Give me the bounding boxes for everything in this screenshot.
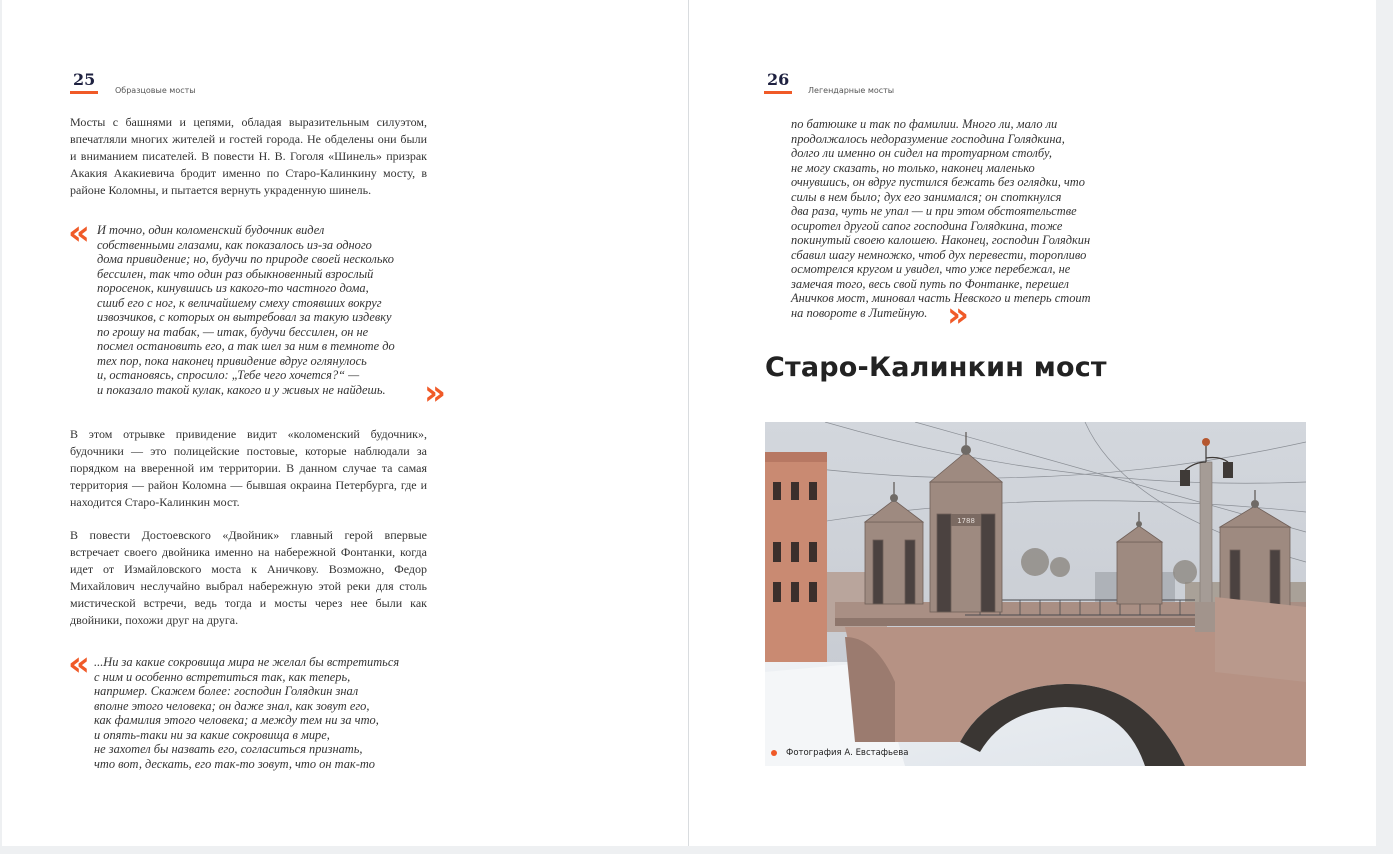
photo-caption (771, 748, 909, 758)
bridge-photo (765, 422, 1306, 766)
page-number-bar-right (764, 91, 792, 94)
quote-open-icon: « (68, 644, 82, 684)
page-number-left: 25 (73, 70, 96, 89)
running-title-right: Легендарные мосты (808, 86, 895, 95)
quote-close-icon: » (424, 373, 438, 413)
quote-gogol: И точно, один коломенский будочник видел собственными глазами, как показалось из-за одного дома привидение; но, будучи по природе своей несколько бессилен, так что один раз обыкновенный взрослый поросенок, кинувшись из какого-то частного дома, сшиб его с ног, к величайшему смеху стоявших вокруг извозчиков, с которых он вытребовал за такую издевку по грошу на табак, — итак, будучи бессилен, он не посмел остановить его, а так шел за ним в темноте до тех пор, пока наконец привидение вдруг оглянулось и, остановясь, спросило: „Тебе чего хочется?“ — и показало такой кулак, какого и у живых не найдешь. (97, 223, 395, 397)
photo-caption-text: Фотография А. Евстафьева (786, 748, 909, 758)
quote-dostoevsky-continued: по батюшке и так по фамилии. Много ли, мало ли продолжалось недоразумение господина Голядкина, долго ли именно он сидел на тротуарном столбу, не могу сказать, но только, наконец маленько очнувшись, он вдруг пустился бежать без оглядки, что силы в нем было; дух его занимался; он споткнулся два раза, чуть не упал — и при этом обстоятельстве осиротел другой сапог господина Голядкина, тоже покинутый своею калошею. Наконец, господин Голядкин сбавил шагу немножко, чтоб дух перевести, торопливо осмотрелся кругом и увидел, что уже перебежал, не замечая того, весь свой путь по Фонтанке, перешел Аничков мост, миновал часть Невского и теперь стоит на повороте в Литейную. (791, 117, 1091, 320)
quote-close-icon: » (947, 295, 961, 335)
running-title-left: Образцовые мосты (115, 86, 196, 95)
paragraph-intro: Мосты с башнями и цепями, обладая выразительным силуэтом, впечатляли многих жителей и гостей города. Не обделены они были и вниманием писателей. В повести Н. В. Гоголя «Шинель» призрак Акакия Акакиевича бродит именно по Старо-Калинкину мосту, в районе Коломны, и пытается вернуть украденную шинель. (70, 115, 427, 197)
paragraph-dvoinik: В повести Достоевского «Двойник» главный герой впервые встречает своего двойника именно на набережной Фонтанки, когда идет от Измайловского моста к Аничкову. Возможно, Федор Михайлович неслучайно выбрал набережную этой реки для столь мистической встречи, ведь тогда и мосты через нее были как двойники, похожи друг на друга. (70, 528, 427, 627)
bridge-year-plaque: 1788 (957, 517, 975, 525)
page-number-right: 26 (767, 70, 790, 89)
quote-open-icon: « (68, 213, 82, 253)
bridge-illustration (765, 422, 1306, 766)
page-number-bar-left (70, 91, 98, 94)
section-heading: Старо-Калинкин мост (765, 352, 1107, 383)
quote-dostoevsky: ...Ни за какие сокровища мира не желал бы встретиться с ним и особенно встретиться так, как теперь, например. Скажем более: господин Голядкин знал вполне этого человека; он даже знал, как зовут его, как фамилия этого человека; а между тем ни за что, и опять-таки ни за какие сокровища в мире, не захотел бы назвать его, согласиться признать, что вот, дескать, его так-то зовут, что он так-то (94, 655, 400, 771)
paragraph-budochnik: В этом отрывке привидение видит «коломенский будочник», будочники — это полицейские постовые, которые наблюдали за порядком на вверенной им территории. В данном случае та самая территория — район Коломна — бывшая окраина Петербурга, где и находится Старо-Калинкин мост. (70, 427, 427, 509)
caption-bullet-icon (771, 750, 777, 756)
